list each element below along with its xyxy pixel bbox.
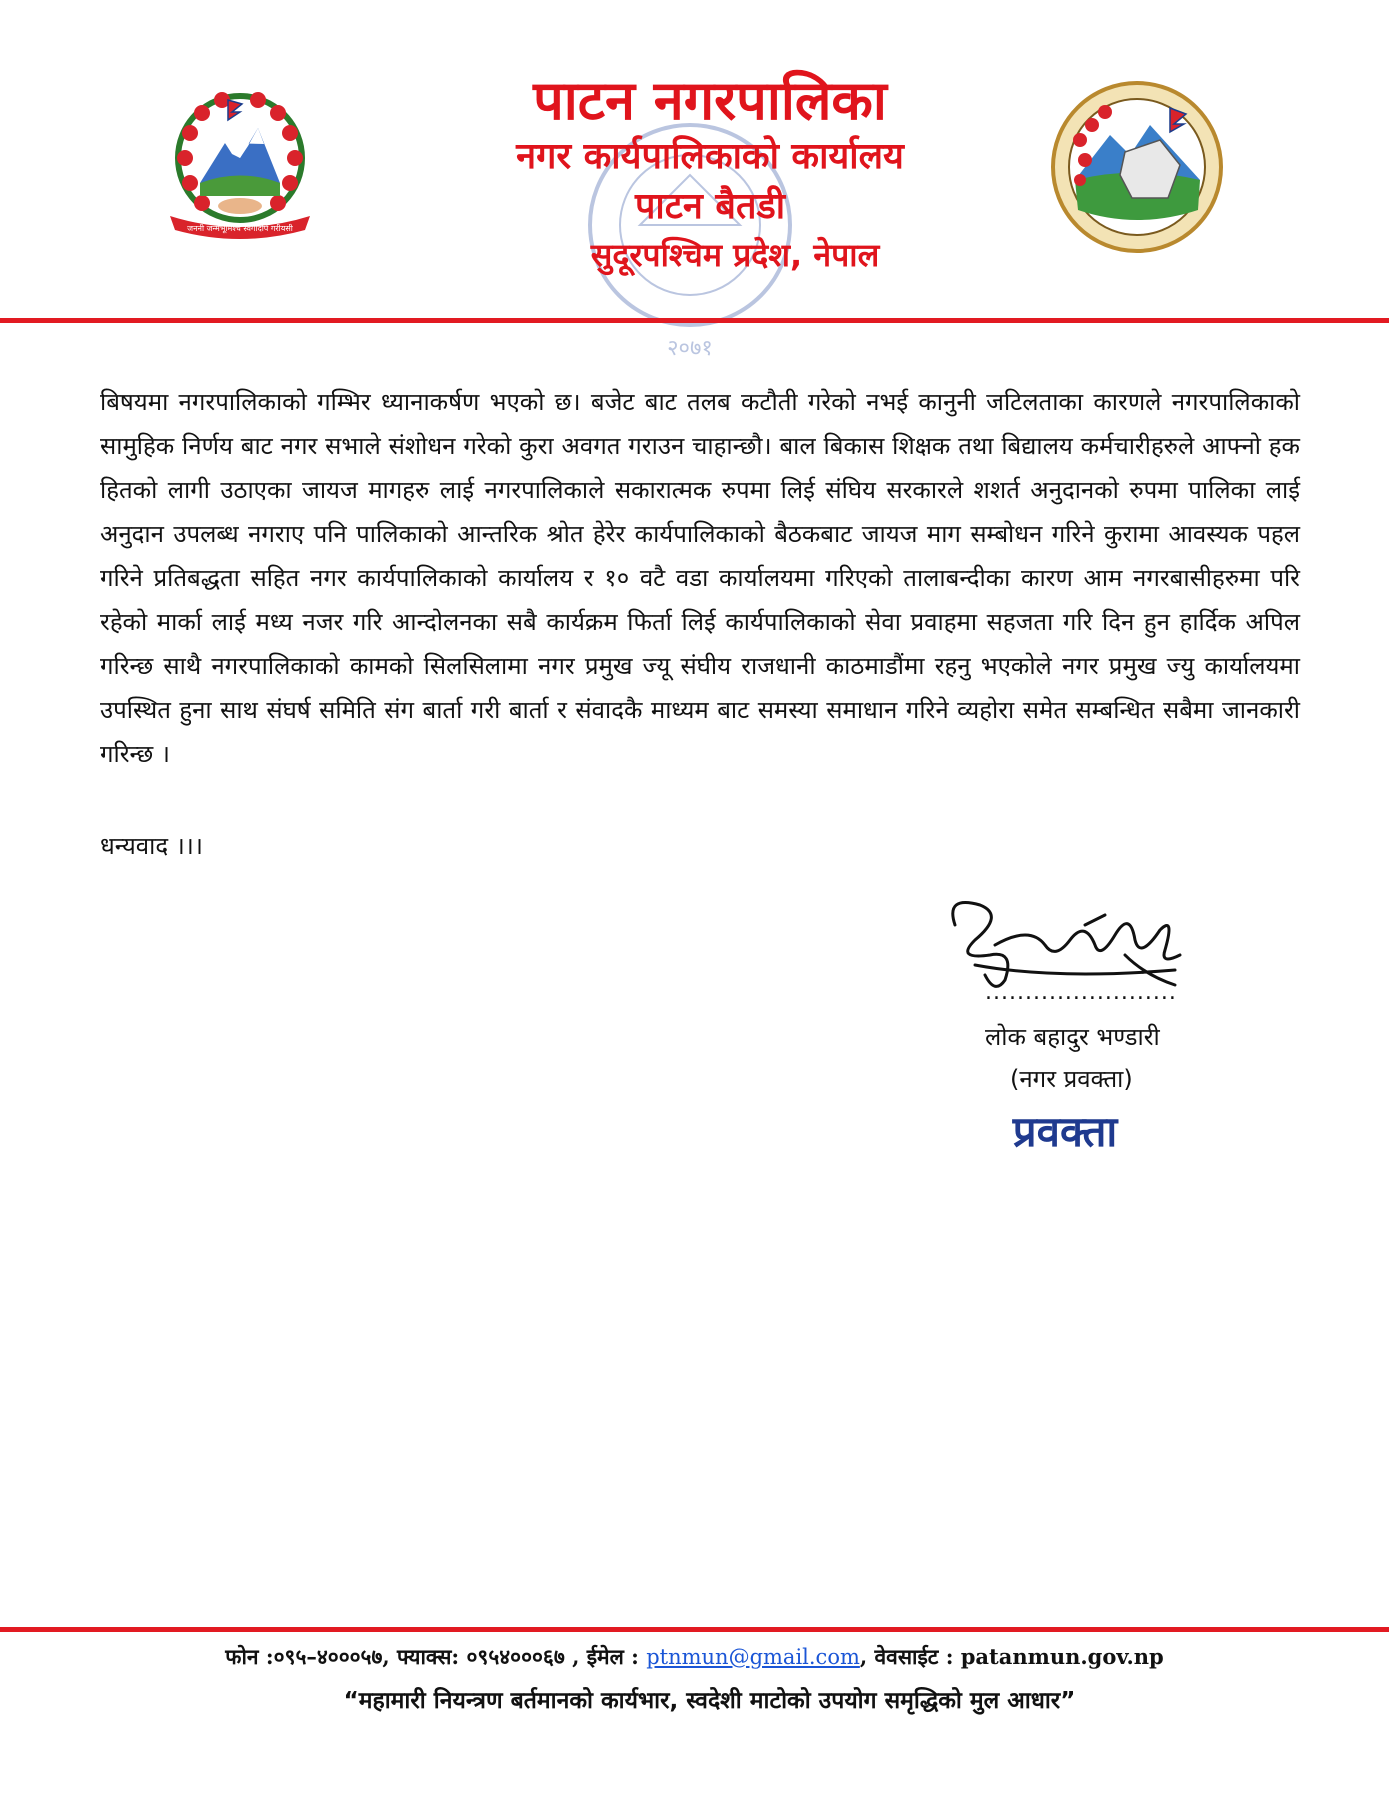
contact-website: , वेवसाईट : patanmun.gov.np xyxy=(859,1644,1164,1669)
office-title-block xyxy=(380,70,1040,278)
municipality-name: पाटन नगरपालिका xyxy=(533,69,887,132)
letter-body-paragraph: बिषयमा नगरपालिकाको गम्भिर ध्यानाकर्षण भएको छ। बजेट बाट तलब कटौती गरेको नभई कानुनी जटिलताका कारणले नगरपालिकाको सामुहिक निर्णय बाट नगर सभाले संशोधन गरेको कुरा अवगत गराउन चाहान्छौ। बाल बिकास शिक्षक तथा बिद्यालय कर्मचारीहरुले आफ्नो हक हितको लागी उठाएका जायज मागहरु लाई नगरपालिकाले सकारात्मक रुपमा लिई संघिय सरकारले शशर्त अनुदानको रुपमा पालिका लाई अनुदान उपलब्ध नगराए पनि पालिकाको आन्तरिक श्रोत हेरेर कार्यपालिकाको बैठकबाट जायज माग सम्बोधन गरिने कुरामा आवस्यक पहल गरिने प्रतिबद्धता सहित नगर कार्यपालिकाको कार्यालय र १० वटै वडा कार्यालयमा गरिएको तालाबन्दीका कारण आम नगरबासीहरुमा परि रहेको मार्का लाई मध्य नजर गरि आन्दोलनका सबै कार्यक्रम फिर्ता लिई कार्यपालिकाको सेवा प्रवाहमा सहजता गरि दिन हुन हार्दिक अपिल गरिन्छ साथै नगरपालिकाको कामको सिलसिलामा नगर प्रमुख ज्यू संघीय राजधानी काठमाडौंमा रहनु भएकोले नगर प्रमुख ज्यु कार्यालयमा उपस्थित हुना साथ संघर्ष समिति संग बार्ता गरी बार्ता र संवादकै माध्यम बाट समस्या समाधान गरिने व्यहोरा समेत सम्बन्धित सबैमा जानकारी गरिन्छ । xyxy=(100,388,1300,768)
header-divider xyxy=(0,318,1389,323)
svg-text:जननी जन्मभूमिश्च स्वर्गादपि गर: जननी जन्मभूमिश्च स्वर्गादपि गरीयसी xyxy=(187,224,293,233)
office-location: पाटन बैतडी xyxy=(634,186,786,227)
contact-phone-fax: फोन :०९५–४०००५७, फ्याक्स: ०९५४०००६७ , ईमेल : xyxy=(225,1644,647,1669)
province-country: सुदूरपश्चिम प्रदेश, नेपाल xyxy=(590,236,880,274)
signatory-title: (नगर प्रवक्ता) xyxy=(1010,1065,1133,1093)
patan-municipality-logo-icon xyxy=(1050,80,1225,255)
signature-line: ........................ xyxy=(985,980,1177,1005)
svg-text:प्रवक्ता: प्रवक्ता xyxy=(1012,1107,1118,1156)
letter-closing: धन्यवाद ।।। xyxy=(100,832,203,860)
spokesperson-stamp xyxy=(985,1100,1145,1160)
footer-slogan: “महामारी नियन्त्रण बर्तमानको कार्यभार, स्वदेशी माटोको उपयोग समृद्धिको मुल आधार” xyxy=(343,1688,1076,1714)
footer-divider xyxy=(0,1627,1389,1632)
footer-contact-line xyxy=(0,1643,1389,1671)
letterhead xyxy=(0,0,1389,361)
signatory-name: लोक बहादुर भण्डारी xyxy=(985,1023,1160,1051)
stamp-year: २०७१ xyxy=(667,336,713,361)
nepal-government-emblem-icon xyxy=(140,88,340,248)
office-name: नगर कार्यपालिकाको कार्यालय xyxy=(516,136,904,177)
contact-email-link[interactable]: ptnmun@gmail.com xyxy=(646,1645,860,1669)
